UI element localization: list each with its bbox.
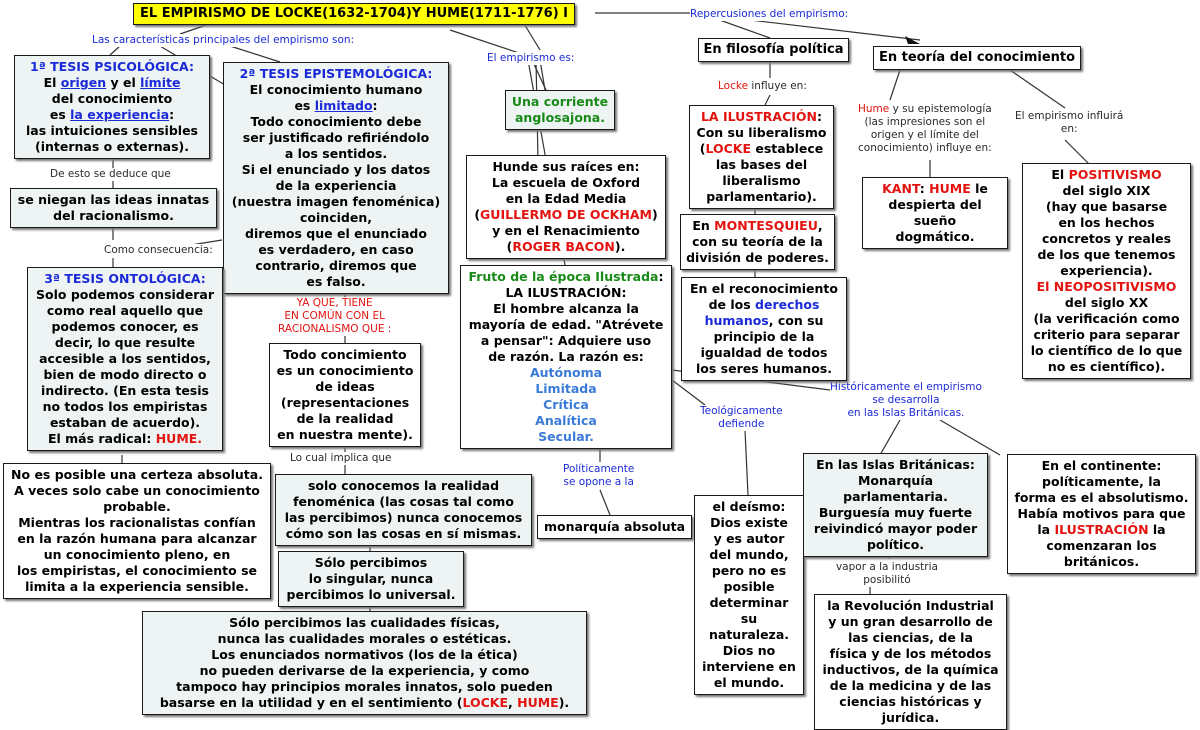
- certeza-absoluta: No es posible una certeza absoluta. A veces solo cabe un conocimiento probable. Mientras los racionalistas confían en la razón humana para alcanzar un conocimiento pleno, en los empiristas, el conocimiento se limita a la experiencia sensible.: [3, 463, 271, 599]
- teoria-conocimiento: En teoría del conocimiento: [873, 46, 1081, 70]
- percibimos-singular: Sólo percibimos lo singular, nunca percibimos lo universal.: [278, 551, 464, 607]
- montesquieu: En MONTESQUIEU, con su teoría de la división de poderes.: [680, 214, 835, 270]
- filosofia-politica: En filosofía política: [698, 38, 849, 62]
- label-historicamente: Históricamente el empirismo se desarrolla en las Islas Británicas.: [830, 381, 982, 419]
- cualidades-fisicas: Sólo percibimos las cualidades físicas, nunca las cualidades morales o estéticas. Los enunciados normativos (los de la ética) no pueden derivarse de la experiencia, y como tampoco hay principios morales innatos, solo pueden basarse en la utilidad y en el sentimiento (LOCKE, HUME).: [142, 611, 587, 715]
- tesis-epistemologica: 2ª TESIS EPISTEMOLÓGICA: El conocimiento humano es limitado: Todo conocimiento debe ser justificado refiriéndolo a los sentidos. Si el enunciado y los datos de la experiencia (nuestra imagen fenoménica) coinciden, diremos que el enunciado es verdadero, en caso contrario, diremos que es falso.: [223, 62, 449, 294]
- kant-hume: KANT: HUME le despierta del sueño dogmático.: [862, 177, 1008, 249]
- revolucion-industrial: la Revolución Industrial y un gran desarrollo de las ciencias, de la física y de los métodos inductivos, de la química de la medicina y de las ciencias históricas y jurídica.: [814, 594, 1007, 730]
- label-empirismo-influira: El empirismo influirá en:: [1015, 110, 1124, 135]
- positivismo: El POSITIVISMO del siglo XIX (hay que basarse en los hechos concretos y reales de los que tenemos experiencia). El NEOPOSITIVISMO del siglo XX (la verificación como criterio para separar lo científico de lo que no es científico).: [1022, 163, 1191, 379]
- deismo: el deísmo: Dios existe y es autor del mundo, pero no es posible determinar su naturaleza. Dios no interviene en el mundo.: [694, 495, 804, 695]
- label-repercusiones: Repercusiones del empirismo:: [690, 8, 849, 20]
- monarquia-absoluta: monarquía absoluta: [537, 515, 692, 539]
- label-deduce: De esto se deduce que: [50, 168, 171, 180]
- label-ademas: vapor a la industria posibilitó: [820, 548, 954, 587]
- niegan-ideas-innatas: se niegan las ideas innatas del racionalismo.: [10, 188, 217, 228]
- label-teologicamente: Teológicamente defiende: [700, 405, 783, 430]
- islas-britanicas: En las Islas Británicas: Monarquía parlamentaria. Burguesía muy fuerte reivindicó mayor poder político.: [803, 453, 988, 557]
- hunde-raices: Hunde sus raíces en: La escuela de Oxford en la Edad Media (GUILLERMO DE OCKHAM) y en el Renacimiento (ROGER BACON).: [466, 155, 666, 259]
- label-consecuencia: Como consecuencia:: [104, 244, 213, 256]
- realidad-fenomenica: solo conocemos la realidad fenoménica (las cosas tal como las percibimos) nunca conocemos cómo son las cosas en sí mismas.: [275, 474, 532, 546]
- label-caracteristicas: Las características principales del empirismo son:: [92, 34, 355, 46]
- label-ya-que: YA QUE, TIENE EN COMÚN CON EL RACIONALISMO QUE :: [278, 297, 392, 335]
- fruto-ilustrada: Fruto de la época Ilustrada: LA ILUSTRACIÓN: El hombre alcanza la mayoría de edad. "Atrévete a pensar": Adquiere uso de razón. La razón es: Autónoma Limitada Crítica Analítica Secular.: [460, 265, 672, 449]
- derechos-humanos: En el reconocimiento de los derechos humanos, con su principio de la igualdad de todos los seres humanos.: [681, 277, 847, 381]
- label-empirismo-es: El empirismo es:: [487, 52, 575, 64]
- label-politicamente: Políticamente se opone a la: [563, 463, 635, 488]
- en-el-continente: En el continente: políticamente, la forma es el absolutismo. Había motivos para que la ILUSTRACIÓN la comenzaran los británicos.: [1007, 454, 1196, 574]
- label-implica: Lo cual implica que: [290, 452, 392, 464]
- label-locke-influye: Locke influye en:: [718, 80, 807, 92]
- tesis-psicologica: 1ª TESIS PSICOLÓGICA: El origen y el límite del conocimiento es la experiencia: las intuiciones sensibles (internas o externas).: [14, 55, 210, 159]
- ilustracion-liberalismo: LA ILUSTRACIÓN: Con su liberalismo (LOCKE establece las bases del liberalismo parlamentario).: [689, 105, 834, 209]
- corriente-anglosajona: Una corriente anglosajona.: [505, 90, 615, 130]
- tesis-ontologica: 3ª TESIS ONTOLÓGICA: Solo podemos considerar como real aquello que podemos conocer, es decir, lo que resulte accesible a los sentidos, bien de modo directo o indirecto. (En esta tesis no todos los empiristas estaban de acuerdo). El más radical: HUME.: [27, 267, 223, 451]
- main-title: EL EMPIRISMO DE LOCKE(1632-1704)Y HUME(1711-1776) I: [133, 3, 575, 25]
- conocimiento-de-ideas: Todo concimiento es un conocimiento de ideas (representaciones de la realidad en nuestra mente).: [269, 343, 421, 447]
- label-hume-epistemologia: Hume y su epistemología (las impresiones son el origen y el límite del conocimiento) influye en:: [858, 103, 992, 154]
